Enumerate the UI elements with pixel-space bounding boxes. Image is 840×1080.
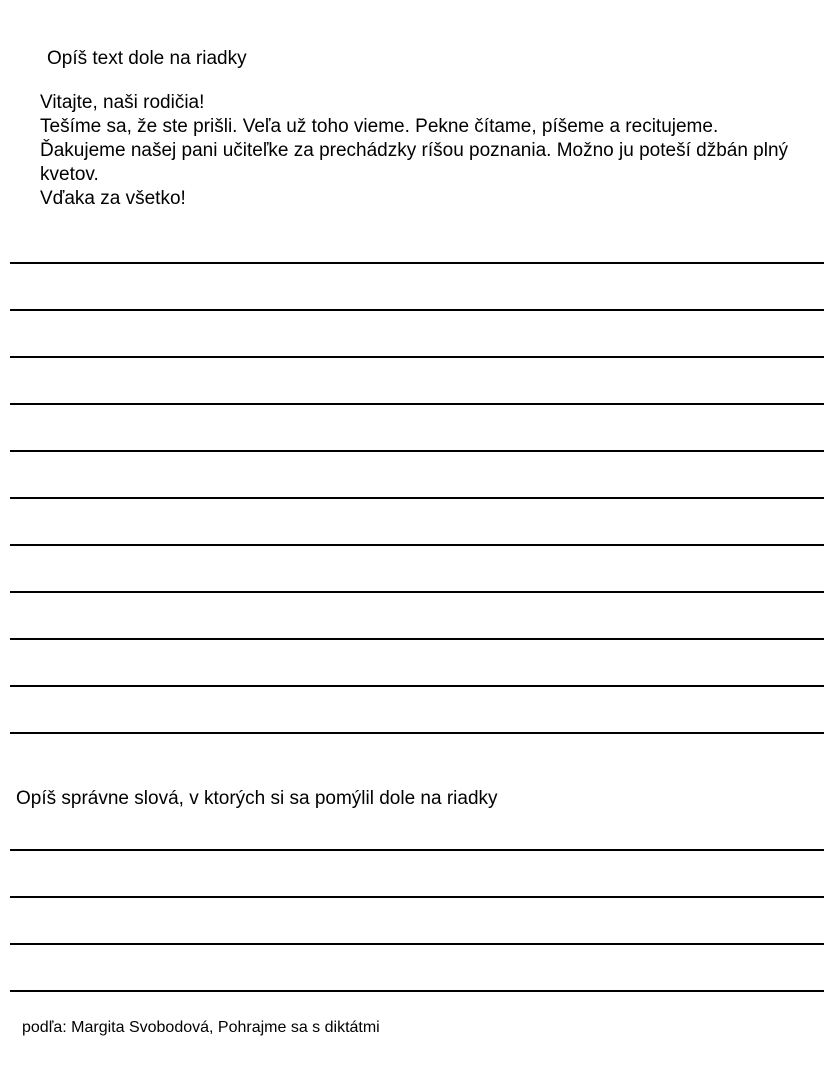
instruction-copy-text: Opíš text dole na riadky — [47, 48, 247, 69]
dictation-passage — [40, 91, 830, 211]
correction-line[interactable] — [10, 896, 824, 898]
source-credit: podľa: Margita Svobodová, Pohrajme sa s diktátmi — [22, 1019, 380, 1036]
writing-line[interactable] — [10, 591, 824, 593]
writing-line[interactable] — [10, 638, 824, 640]
writing-line[interactable] — [10, 497, 824, 499]
correction-line[interactable] — [10, 943, 824, 945]
writing-line[interactable] — [10, 685, 824, 687]
instruction-correct-words: Opíš správne slová, v ktorých si sa pomýlil dole na riadky — [16, 788, 498, 809]
writing-line[interactable] — [10, 309, 824, 311]
passage-line: Vitajte, naši rodičia! — [40, 92, 205, 113]
writing-line[interactable] — [10, 544, 824, 546]
writing-line[interactable] — [10, 262, 824, 264]
correction-line[interactable] — [10, 990, 824, 992]
passage-line: Tešíme sa, že ste prišli. Veľa už toho vieme. Pekne čítame, píšeme a recitujeme. — [40, 116, 719, 137]
writing-line[interactable] — [10, 732, 824, 734]
writing-line[interactable] — [10, 356, 824, 358]
correction-line[interactable] — [10, 849, 824, 851]
writing-line[interactable] — [10, 403, 824, 405]
writing-line[interactable] — [10, 450, 824, 452]
passage-line: Ďakujeme našej pani učiteľke za prechádzky ríšou poznania. Možno ju poteší džbán plný kvetov. — [40, 140, 789, 185]
passage-line: Vďaka za všetko! — [40, 188, 186, 209]
